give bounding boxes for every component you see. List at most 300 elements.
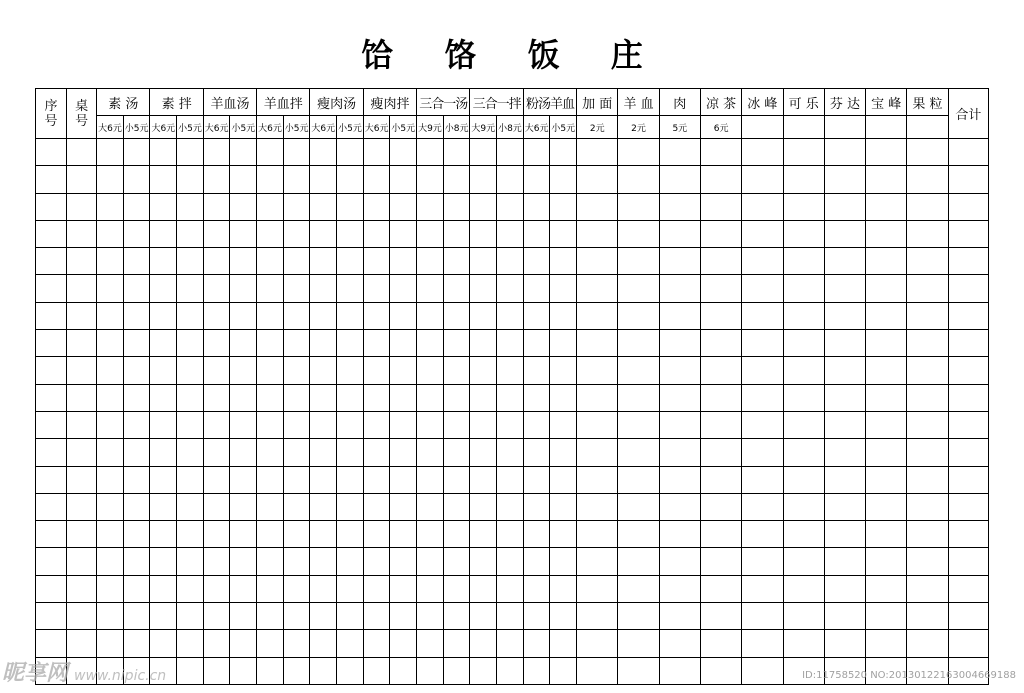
- table-cell[interactable]: [497, 139, 524, 166]
- table-cell[interactable]: [417, 357, 444, 384]
- table-cell[interactable]: [390, 166, 417, 193]
- table-cell[interactable]: [36, 220, 67, 247]
- table-cell[interactable]: [783, 302, 824, 329]
- table-cell[interactable]: [659, 439, 700, 466]
- table-cell[interactable]: [97, 384, 124, 411]
- table-cell[interactable]: [363, 166, 390, 193]
- table-cell[interactable]: [257, 166, 284, 193]
- table-cell[interactable]: [550, 439, 577, 466]
- table-cell[interactable]: [230, 220, 257, 247]
- table-cell[interactable]: [36, 357, 67, 384]
- table-cell[interactable]: [337, 384, 364, 411]
- table-cell[interactable]: [123, 193, 150, 220]
- table-cell[interactable]: [470, 439, 497, 466]
- table-cell[interactable]: [177, 193, 204, 220]
- table-cell[interactable]: [824, 521, 865, 548]
- table-cell[interactable]: [390, 139, 417, 166]
- table-cell[interactable]: [67, 139, 97, 166]
- table-cell[interactable]: [257, 220, 284, 247]
- table-cell[interactable]: [417, 466, 444, 493]
- table-cell[interactable]: [783, 439, 824, 466]
- table-cell[interactable]: [824, 357, 865, 384]
- table-cell[interactable]: [824, 603, 865, 630]
- table-cell[interactable]: [67, 630, 97, 657]
- table-cell[interactable]: [283, 493, 310, 520]
- table-cell[interactable]: [257, 302, 284, 329]
- table-cell[interactable]: [417, 220, 444, 247]
- table-cell[interactable]: [390, 657, 417, 684]
- table-cell[interactable]: [866, 439, 907, 466]
- table-cell[interactable]: [700, 275, 741, 302]
- table-cell[interactable]: [659, 603, 700, 630]
- table-cell[interactable]: [659, 657, 700, 684]
- table-cell[interactable]: [417, 575, 444, 602]
- table-cell[interactable]: [150, 139, 177, 166]
- table-cell[interactable]: [824, 439, 865, 466]
- table-cell[interactable]: [36, 493, 67, 520]
- table-cell[interactable]: [283, 248, 310, 275]
- table-cell[interactable]: [866, 575, 907, 602]
- table-cell[interactable]: [390, 384, 417, 411]
- table-cell[interactable]: [866, 193, 907, 220]
- table-cell[interactable]: [948, 193, 988, 220]
- table-cell[interactable]: [363, 384, 390, 411]
- table-cell[interactable]: [700, 466, 741, 493]
- table-cell[interactable]: [417, 521, 444, 548]
- table-cell[interactable]: [257, 630, 284, 657]
- table-cell[interactable]: [337, 630, 364, 657]
- table-cell[interactable]: [123, 575, 150, 602]
- table-cell[interactable]: [257, 493, 284, 520]
- table-cell[interactable]: [550, 411, 577, 438]
- table-cell[interactable]: [390, 220, 417, 247]
- table-cell[interactable]: [390, 603, 417, 630]
- table-cell[interactable]: [907, 357, 948, 384]
- table-cell[interactable]: [150, 411, 177, 438]
- table-cell[interactable]: [230, 139, 257, 166]
- table-cell[interactable]: [36, 302, 67, 329]
- table-cell[interactable]: [742, 548, 783, 575]
- table-cell[interactable]: [177, 657, 204, 684]
- table-cell[interactable]: [36, 603, 67, 630]
- table-cell[interactable]: [97, 439, 124, 466]
- table-cell[interactable]: [550, 575, 577, 602]
- table-cell[interactable]: [390, 193, 417, 220]
- table-cell[interactable]: [742, 330, 783, 357]
- table-cell[interactable]: [283, 302, 310, 329]
- table-cell[interactable]: [310, 548, 337, 575]
- table-cell[interactable]: [417, 275, 444, 302]
- table-cell[interactable]: [618, 411, 659, 438]
- table-cell[interactable]: [866, 330, 907, 357]
- table-cell[interactable]: [550, 248, 577, 275]
- table-cell[interactable]: [948, 411, 988, 438]
- table-cell[interactable]: [577, 166, 618, 193]
- table-cell[interactable]: [203, 166, 230, 193]
- table-cell[interactable]: [283, 521, 310, 548]
- table-cell[interactable]: [824, 493, 865, 520]
- table-cell[interactable]: [470, 330, 497, 357]
- table-cell[interactable]: [497, 248, 524, 275]
- table-cell[interactable]: [907, 548, 948, 575]
- table-cell[interactable]: [230, 493, 257, 520]
- table-cell[interactable]: [523, 302, 550, 329]
- table-cell[interactable]: [550, 139, 577, 166]
- table-cell[interactable]: [97, 166, 124, 193]
- table-cell[interactable]: [742, 411, 783, 438]
- table-cell[interactable]: [390, 248, 417, 275]
- table-cell[interactable]: [948, 466, 988, 493]
- table-cell[interactable]: [577, 439, 618, 466]
- table-cell[interactable]: [700, 493, 741, 520]
- table-cell[interactable]: [443, 248, 470, 275]
- table-cell[interactable]: [310, 275, 337, 302]
- table-cell[interactable]: [659, 466, 700, 493]
- table-cell[interactable]: [948, 220, 988, 247]
- table-cell[interactable]: [363, 493, 390, 520]
- table-cell[interactable]: [150, 330, 177, 357]
- table-cell[interactable]: [443, 275, 470, 302]
- table-cell[interactable]: [67, 248, 97, 275]
- table-cell[interactable]: [866, 220, 907, 247]
- table-cell[interactable]: [36, 439, 67, 466]
- table-cell[interactable]: [337, 548, 364, 575]
- table-cell[interactable]: [470, 657, 497, 684]
- table-cell[interactable]: [742, 630, 783, 657]
- table-cell[interactable]: [948, 384, 988, 411]
- table-cell[interactable]: [550, 384, 577, 411]
- table-cell[interactable]: [577, 384, 618, 411]
- table-cell[interactable]: [523, 493, 550, 520]
- table-cell[interactable]: [417, 548, 444, 575]
- table-cell[interactable]: [497, 603, 524, 630]
- table-cell[interactable]: [67, 466, 97, 493]
- table-cell[interactable]: [177, 357, 204, 384]
- table-cell[interactable]: [283, 466, 310, 493]
- table-cell[interactable]: [618, 193, 659, 220]
- table-cell[interactable]: [283, 357, 310, 384]
- table-cell[interactable]: [497, 657, 524, 684]
- table-cell[interactable]: [824, 548, 865, 575]
- table-cell[interactable]: [497, 166, 524, 193]
- table-cell[interactable]: [577, 275, 618, 302]
- table-cell[interactable]: [123, 357, 150, 384]
- table-cell[interactable]: [783, 220, 824, 247]
- table-cell[interactable]: [443, 384, 470, 411]
- table-cell[interactable]: [177, 411, 204, 438]
- table-cell[interactable]: [337, 139, 364, 166]
- table-cell[interactable]: [700, 575, 741, 602]
- table-cell[interactable]: [618, 330, 659, 357]
- table-cell[interactable]: [907, 603, 948, 630]
- table-cell[interactable]: [783, 603, 824, 630]
- table-cell[interactable]: [948, 166, 988, 193]
- table-cell[interactable]: [550, 521, 577, 548]
- table-cell[interactable]: [36, 275, 67, 302]
- table-cell[interactable]: [123, 166, 150, 193]
- table-cell[interactable]: [866, 630, 907, 657]
- table-cell[interactable]: [67, 439, 97, 466]
- table-cell[interactable]: [659, 248, 700, 275]
- table-cell[interactable]: [177, 521, 204, 548]
- table-cell[interactable]: [742, 357, 783, 384]
- table-cell[interactable]: [36, 521, 67, 548]
- table-cell[interactable]: [230, 439, 257, 466]
- table-cell[interactable]: [203, 139, 230, 166]
- table-cell[interactable]: [497, 357, 524, 384]
- table-cell[interactable]: [177, 220, 204, 247]
- table-cell[interactable]: [123, 439, 150, 466]
- table-cell[interactable]: [417, 630, 444, 657]
- table-cell[interactable]: [337, 275, 364, 302]
- table-cell[interactable]: [550, 330, 577, 357]
- table-cell[interactable]: [67, 493, 97, 520]
- table-cell[interactable]: [123, 384, 150, 411]
- table-cell[interactable]: [783, 139, 824, 166]
- table-cell[interactable]: [948, 493, 988, 520]
- table-cell[interactable]: [230, 657, 257, 684]
- table-cell[interactable]: [470, 603, 497, 630]
- table-cell[interactable]: [470, 466, 497, 493]
- table-cell[interactable]: [67, 411, 97, 438]
- table-cell[interactable]: [907, 275, 948, 302]
- table-cell[interactable]: [577, 466, 618, 493]
- table-cell[interactable]: [470, 357, 497, 384]
- table-cell[interactable]: [337, 357, 364, 384]
- table-cell[interactable]: [866, 248, 907, 275]
- table-cell[interactable]: [417, 384, 444, 411]
- table-cell[interactable]: [824, 330, 865, 357]
- table-cell[interactable]: [550, 548, 577, 575]
- table-cell[interactable]: [577, 220, 618, 247]
- table-cell[interactable]: [523, 220, 550, 247]
- table-cell[interactable]: [390, 466, 417, 493]
- table-cell[interactable]: [203, 275, 230, 302]
- table-cell[interactable]: [257, 603, 284, 630]
- table-cell[interactable]: [948, 275, 988, 302]
- table-cell[interactable]: [97, 548, 124, 575]
- table-cell[interactable]: [577, 548, 618, 575]
- table-cell[interactable]: [97, 330, 124, 357]
- table-cell[interactable]: [824, 384, 865, 411]
- table-cell[interactable]: [497, 466, 524, 493]
- table-cell[interactable]: [310, 330, 337, 357]
- table-cell[interactable]: [523, 139, 550, 166]
- table-cell[interactable]: [700, 193, 741, 220]
- table-cell[interactable]: [390, 357, 417, 384]
- table-cell[interactable]: [497, 384, 524, 411]
- table-cell[interactable]: [742, 439, 783, 466]
- table-cell[interactable]: [659, 166, 700, 193]
- table-cell[interactable]: [150, 248, 177, 275]
- table-cell[interactable]: [257, 275, 284, 302]
- table-cell[interactable]: [230, 384, 257, 411]
- table-cell[interactable]: [550, 630, 577, 657]
- table-cell[interactable]: [203, 466, 230, 493]
- table-cell[interactable]: [417, 139, 444, 166]
- table-cell[interactable]: [337, 330, 364, 357]
- table-cell[interactable]: [742, 657, 783, 684]
- table-cell[interactable]: [948, 302, 988, 329]
- table-cell[interactable]: [310, 166, 337, 193]
- table-cell[interactable]: [783, 357, 824, 384]
- table-cell[interactable]: [618, 603, 659, 630]
- table-cell[interactable]: [443, 603, 470, 630]
- table-cell[interactable]: [150, 275, 177, 302]
- table-cell[interactable]: [824, 630, 865, 657]
- table-cell[interactable]: [150, 439, 177, 466]
- table-cell[interactable]: [150, 220, 177, 247]
- table-cell[interactable]: [659, 357, 700, 384]
- table-cell[interactable]: [907, 493, 948, 520]
- table-cell[interactable]: [618, 220, 659, 247]
- table-cell[interactable]: [283, 139, 310, 166]
- table-cell[interactable]: [618, 139, 659, 166]
- table-cell[interactable]: [550, 466, 577, 493]
- table-cell[interactable]: [337, 521, 364, 548]
- table-cell[interactable]: [257, 521, 284, 548]
- table-cell[interactable]: [948, 439, 988, 466]
- table-cell[interactable]: [363, 411, 390, 438]
- table-cell[interactable]: [97, 275, 124, 302]
- table-cell[interactable]: [577, 139, 618, 166]
- table-cell[interactable]: [497, 411, 524, 438]
- table-cell[interactable]: [363, 193, 390, 220]
- table-cell[interactable]: [907, 439, 948, 466]
- table-cell[interactable]: [618, 521, 659, 548]
- table-cell[interactable]: [97, 139, 124, 166]
- table-cell[interactable]: [866, 548, 907, 575]
- table-cell[interactable]: [150, 575, 177, 602]
- table-cell[interactable]: [283, 275, 310, 302]
- table-cell[interactable]: [363, 439, 390, 466]
- table-cell[interactable]: [390, 630, 417, 657]
- table-cell[interactable]: [203, 439, 230, 466]
- table-cell[interactable]: [577, 302, 618, 329]
- table-cell[interactable]: [824, 411, 865, 438]
- table-cell[interactable]: [577, 493, 618, 520]
- table-cell[interactable]: [417, 439, 444, 466]
- table-cell[interactable]: [123, 521, 150, 548]
- table-cell[interactable]: [523, 521, 550, 548]
- table-cell[interactable]: [257, 357, 284, 384]
- table-cell[interactable]: [283, 439, 310, 466]
- table-cell[interactable]: [417, 411, 444, 438]
- table-cell[interactable]: [443, 521, 470, 548]
- table-cell[interactable]: [310, 357, 337, 384]
- table-cell[interactable]: [700, 384, 741, 411]
- table-cell[interactable]: [443, 575, 470, 602]
- table-cell[interactable]: [618, 166, 659, 193]
- table-cell[interactable]: [618, 384, 659, 411]
- table-cell[interactable]: [824, 220, 865, 247]
- table-cell[interactable]: [310, 248, 337, 275]
- table-cell[interactable]: [523, 411, 550, 438]
- table-cell[interactable]: [907, 466, 948, 493]
- table-cell[interactable]: [203, 411, 230, 438]
- table-cell[interactable]: [363, 248, 390, 275]
- table-cell[interactable]: [907, 139, 948, 166]
- table-cell[interactable]: [363, 521, 390, 548]
- table-cell[interactable]: [310, 493, 337, 520]
- table-cell[interactable]: [230, 630, 257, 657]
- table-cell[interactable]: [550, 302, 577, 329]
- table-cell[interactable]: [390, 548, 417, 575]
- table-cell[interactable]: [230, 330, 257, 357]
- table-cell[interactable]: [150, 357, 177, 384]
- table-cell[interactable]: [659, 302, 700, 329]
- table-cell[interactable]: [310, 302, 337, 329]
- table-cell[interactable]: [203, 357, 230, 384]
- table-cell[interactable]: [337, 603, 364, 630]
- table-cell[interactable]: [230, 548, 257, 575]
- table-cell[interactable]: [700, 248, 741, 275]
- table-cell[interactable]: [824, 302, 865, 329]
- table-cell[interactable]: [177, 248, 204, 275]
- table-cell[interactable]: [783, 330, 824, 357]
- table-cell[interactable]: [97, 493, 124, 520]
- table-cell[interactable]: [523, 275, 550, 302]
- table-cell[interactable]: [337, 466, 364, 493]
- table-cell[interactable]: [700, 548, 741, 575]
- table-cell[interactable]: [97, 411, 124, 438]
- table-cell[interactable]: [470, 166, 497, 193]
- table-cell[interactable]: [659, 384, 700, 411]
- table-cell[interactable]: [523, 166, 550, 193]
- table-cell[interactable]: [577, 330, 618, 357]
- table-cell[interactable]: [577, 575, 618, 602]
- table-cell[interactable]: [523, 384, 550, 411]
- table-cell[interactable]: [97, 575, 124, 602]
- table-cell[interactable]: [907, 384, 948, 411]
- table-cell[interactable]: [283, 384, 310, 411]
- table-cell[interactable]: [417, 302, 444, 329]
- table-cell[interactable]: [283, 657, 310, 684]
- table-cell[interactable]: [443, 302, 470, 329]
- table-cell[interactable]: [97, 248, 124, 275]
- table-cell[interactable]: [177, 275, 204, 302]
- table-cell[interactable]: [783, 630, 824, 657]
- table-cell[interactable]: [907, 330, 948, 357]
- table-cell[interactable]: [742, 193, 783, 220]
- table-cell[interactable]: [123, 548, 150, 575]
- table-cell[interactable]: [618, 248, 659, 275]
- table-cell[interactable]: [310, 657, 337, 684]
- table-cell[interactable]: [203, 603, 230, 630]
- table-cell[interactable]: [443, 411, 470, 438]
- table-cell[interactable]: [177, 330, 204, 357]
- table-cell[interactable]: [742, 220, 783, 247]
- table-cell[interactable]: [659, 193, 700, 220]
- table-cell[interactable]: [497, 275, 524, 302]
- table-cell[interactable]: [177, 603, 204, 630]
- table-cell[interactable]: [363, 302, 390, 329]
- table-cell[interactable]: [283, 166, 310, 193]
- table-cell[interactable]: [577, 603, 618, 630]
- table-cell[interactable]: [497, 330, 524, 357]
- table-cell[interactable]: [230, 275, 257, 302]
- table-cell[interactable]: [742, 302, 783, 329]
- table-cell[interactable]: [203, 384, 230, 411]
- table-cell[interactable]: [948, 357, 988, 384]
- table-cell[interactable]: [337, 248, 364, 275]
- table-cell[interactable]: [230, 466, 257, 493]
- table-cell[interactable]: [36, 248, 67, 275]
- table-cell[interactable]: [783, 575, 824, 602]
- table-cell[interactable]: [550, 275, 577, 302]
- table-cell[interactable]: [659, 630, 700, 657]
- table-cell[interactable]: [523, 466, 550, 493]
